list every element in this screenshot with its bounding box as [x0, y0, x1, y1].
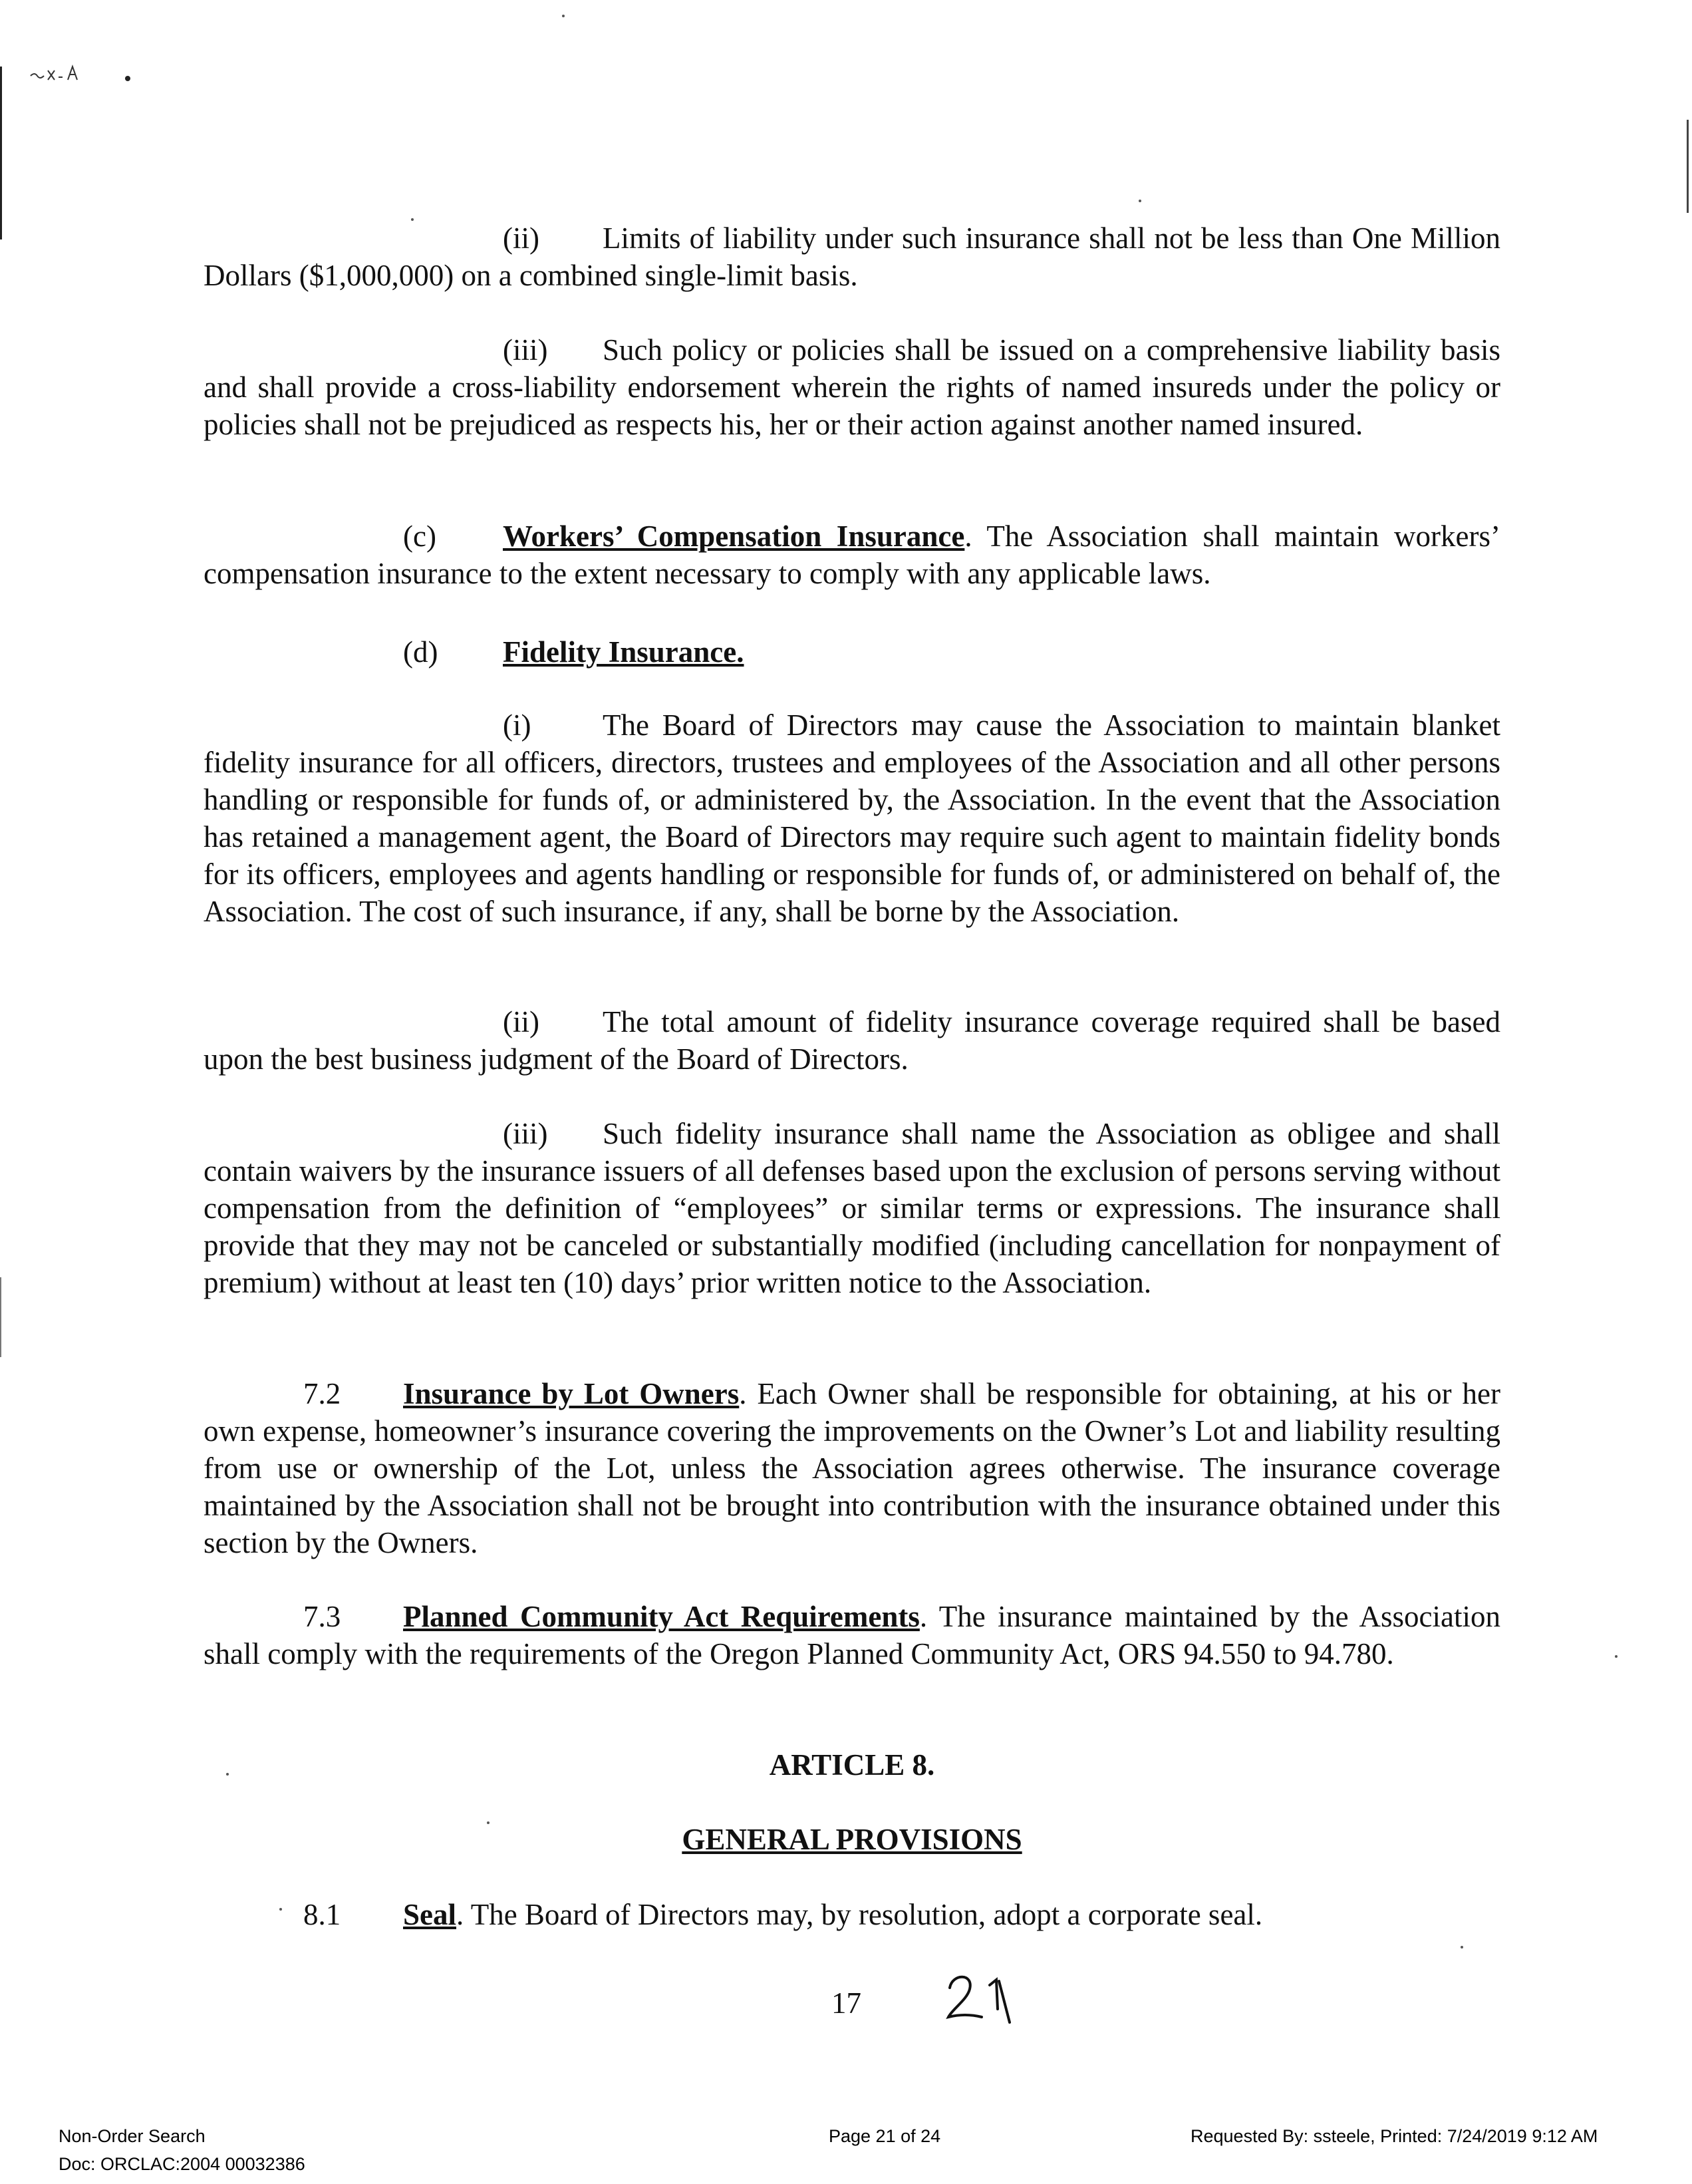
paragraph-text: Limits of liability under such insurance shall not be less than One Million Dollars ($1,000,000) on a combined single-limit basis. — [204, 222, 1500, 292]
section-heading: Workers’ Compensation Insurance — [503, 520, 965, 553]
subsection-marker: (ii) — [503, 222, 539, 255]
paragraph-fidelity-obligee — [204, 1115, 1500, 1301]
section-heading: Seal — [403, 1898, 457, 1931]
paragraph-text: . Each Owner shall be responsible for obtaining, at his or her own expense, homeowner’s insurance covering the improvements on the Owner’s Lot and liability resulting from use or ownership of the Lot, unless the Association agrees otherwise. The insurance coverage maintained by the Association shall not be brought into contribution with the insurance obtained under this section by the Owners. — [204, 1377, 1500, 1559]
paragraph-comprehensive-liability — [204, 331, 1500, 443]
paragraph-fidelity-heading — [204, 633, 1500, 671]
paragraph-fidelity-board — [204, 706, 1500, 930]
subsection-marker: (c) — [403, 520, 436, 553]
paragraph-text: . The Association shall maintain workers’ compensation insurance to the extent necessary to comply with any applicable laws. — [204, 520, 1500, 590]
paragraph-planned-community-act — [204, 1598, 1500, 1672]
subsection-marker: (iii) — [503, 333, 548, 367]
scan-speck — [1139, 200, 1141, 202]
paragraph-text: The Board of Directors may cause the Association to maintain blanket fidelity insurance for all officers, directors, trustees and employees of the Association and all other persons handling or responsible for funds of, or administered by, the Association. In the event that the Association has retained a management agent, the Board of Directors may require such agent to maintain fidelity bonds for its officers, employees and agents handling or responsible for funds of, or administered on behalf of, the Association. The cost of such insurance, if any, shall be borne by the Association. — [204, 708, 1500, 928]
footer-page-count: Page 21 of 24 — [829, 2126, 941, 2146]
section-number: 7.2 — [303, 1377, 341, 1410]
scan-speck — [1615, 1655, 1618, 1658]
subsection-marker: (ii) — [503, 1005, 539, 1038]
footer-search-type: Non-Order Search — [59, 2126, 206, 2146]
section-heading: Fidelity Insurance. — [503, 635, 744, 669]
subsection-marker: (iii) — [503, 1117, 548, 1150]
article-subtitle-text: GENERAL PROVISIONS — [682, 1823, 1022, 1856]
article-title: ARTICLE 8. — [769, 1748, 935, 1782]
scan-speck — [1461, 1946, 1463, 1949]
scan-speck — [562, 15, 565, 17]
paragraph-workers-compensation — [204, 518, 1500, 592]
scan-edge-line — [1687, 120, 1689, 213]
paragraph-text: . The insurance maintained by the Association shall comply with the requirements of the Oregon Planned Community Act, ORS 94.550 to 94.780. — [204, 1600, 1500, 1670]
scan-edge-line — [0, 1277, 1, 1357]
footer-requested-by: Requested By: ssteele, Printed: 7/24/2019 9:12 AM — [1191, 2126, 1598, 2146]
paragraph-text: . The Board of Directors may, by resolution, adopt a corporate seal. — [456, 1898, 1263, 1931]
footer-doc-id: Doc: ORCLAC:2004 00032386 — [59, 2154, 305, 2174]
article-subtitle — [204, 1821, 1500, 1858]
paragraph-lot-owners-insurance — [204, 1375, 1500, 1561]
scan-mark — [28, 61, 134, 88]
paragraph-fidelity-amount — [204, 1003, 1500, 1078]
section-number: 8.1 — [303, 1898, 341, 1931]
subsection-marker: (i) — [503, 708, 531, 742]
scan-edge-line — [0, 67, 2, 239]
paragraph-liability-limits — [204, 220, 1500, 294]
paragraph-text: Such fidelity insurance shall name the Association as obligee and shall contain waivers by the insurance issuers of all defenses based upon the exclusion of persons serving without compensation from the definition of “employees” or similar terms or expressions. The insurance shall provide that they may not be canceled or substantially modified (including cancellation for nonpayment of premium) without at least ten (10) days’ prior written notice to the Association. — [204, 1117, 1500, 1299]
paragraph-text: The total amount of fidelity insurance coverage required shall be based upon the best business judgment of the Board of Directors. — [204, 1005, 1500, 1076]
paragraph-seal — [204, 1896, 1500, 1933]
section-heading: Planned Community Act Requirements — [403, 1600, 920, 1633]
handwritten-page-number — [943, 1968, 1016, 2028]
paragraph-text: Such policy or policies shall be issued on a comprehensive liability basis and shall provide a cross-liability endorsement wherein the rights of named insureds under the policy or policies shall not be prejudiced as respects his, her or their action against another named insured. — [204, 333, 1500, 441]
page-number: 17 — [831, 1986, 861, 2020]
subsection-marker: (d) — [403, 635, 438, 669]
section-number: 7.3 — [303, 1600, 341, 1633]
section-heading: Insurance by Lot Owners — [403, 1377, 740, 1410]
